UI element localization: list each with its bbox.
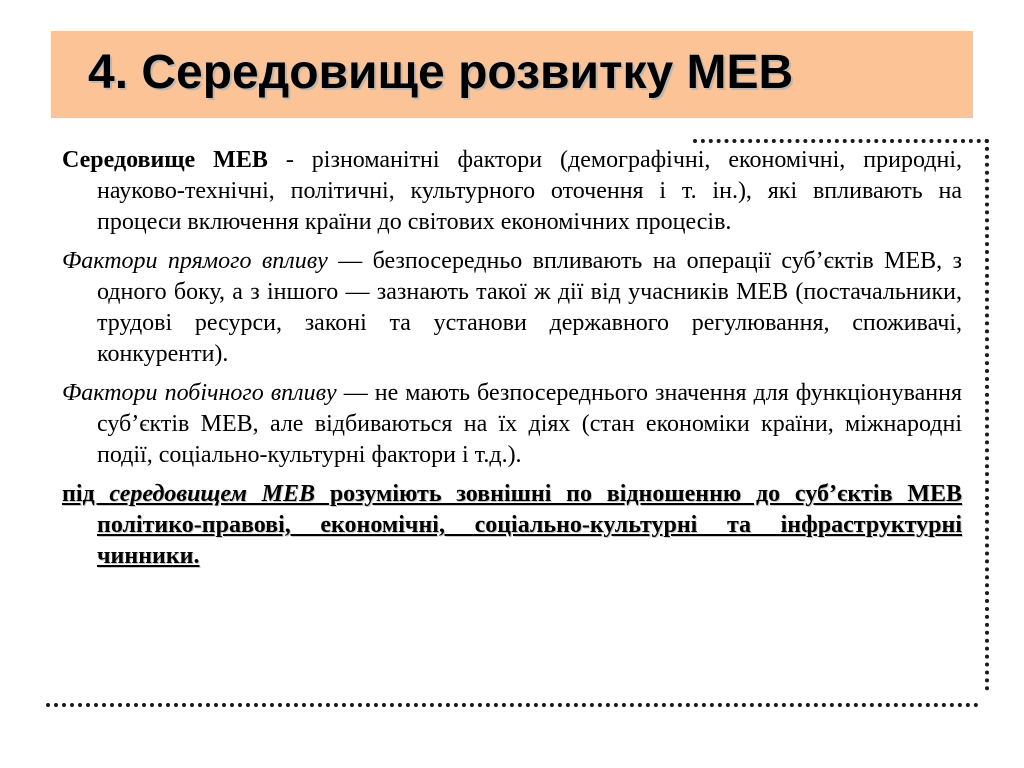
direct-factors-term: Фактори прямого впливу: [62, 248, 328, 274]
summary-term: середовищем МЕВ: [109, 481, 316, 507]
slide-title: 4. Середовище розвитку МЕВ: [88, 46, 794, 99]
dotted-frame-right: [985, 139, 989, 691]
dotted-frame-top: [693, 139, 989, 143]
definition-term: Середовище МЕВ: [62, 147, 268, 173]
indirect-factors-text: — не мають безпосереднього значення для функціонування суб’єктів МЕВ, але відбиваються на їх діях (стан економіки країни, міжнародні події, соціально-культурні фактори і т.д.).: [97, 380, 962, 468]
slide-body: [62, 145, 962, 580]
direct-factors-paragraph: [62, 246, 962, 370]
summary-text: розуміють зовнішні по відношенню до суб’єктів МЕВ політико-правові, економічні, соціально-культурні та інфраструктурні чинники.: [97, 481, 962, 569]
definition-text: - різноманітні фактори (демографічні, економічні, природні, науково-технічні, політичні, культурного оточення і т. ін.), які впливають на процеси включення країни до світових економічних процесів.: [97, 147, 962, 235]
direct-factors-text: — безпосередньо впливають на операції суб’єктів МЕВ, з одного боку, а з іншого — зазнають такої ж дії від учасників МЕВ (постачальники, трудові ресурси, законі та установи державного регулювання, споживачі, конкуренти).: [97, 248, 962, 367]
definition-paragraph: [62, 145, 962, 238]
indirect-factors-paragraph: [62, 378, 962, 471]
dotted-frame-bottom: [46, 703, 979, 707]
summary-lead: під: [62, 481, 110, 507]
summary-paragraph: [62, 479, 962, 572]
indirect-factors-term: Фактори побічного впливу: [62, 380, 337, 406]
